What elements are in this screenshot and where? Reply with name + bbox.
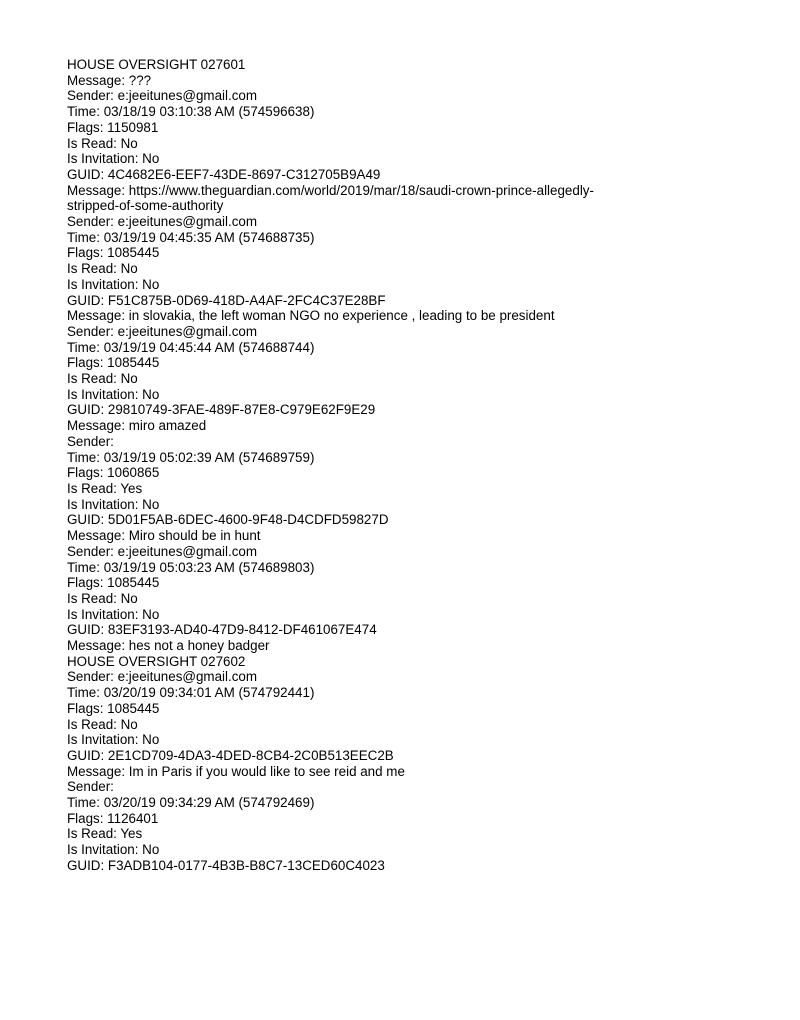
time-line: Time: 03/20/19 09:34:01 AM (574792441) xyxy=(67,685,315,701)
guid-line: GUID: 2E1CD709-4DA3-4DED-8CB4-2C0B513EEC2B xyxy=(67,747,394,763)
guid-line: GUID: F3ADB104-0177-4B3B-B8C7-13CED60C4023 xyxy=(67,857,385,873)
is-read-line: Is Read: No xyxy=(67,716,138,732)
sender-line: Sender: e:jeeitunes@gmail.com xyxy=(67,323,257,339)
time-line: Time: 03/18/19 03:10:38 AM (574596638) xyxy=(67,104,315,120)
is-invitation-line: Is Invitation: No xyxy=(67,842,160,858)
guid-line: GUID: 29810749-3FAE-489F-87E8-C979E62F9E29 xyxy=(67,402,376,418)
bates-stamp: HOUSE OVERSIGHT 027602 xyxy=(67,653,246,669)
is-invitation-line: Is Invitation: No xyxy=(67,732,160,748)
time-line: Time: 03/19/19 04:45:44 AM (574688744) xyxy=(67,339,315,355)
sender-line: Sender: e:jeeitunes@gmail.com xyxy=(67,669,257,685)
is-invitation-line: Is Invitation: No xyxy=(67,151,160,167)
sender-line: Sender: xyxy=(67,433,114,449)
flags-line: Flags: 1085445 xyxy=(67,245,160,261)
is-read-line: Is Read: No xyxy=(67,135,138,151)
is-read-line: Is Read: No xyxy=(67,371,138,387)
message-line: Message: in slovakia, the left woman NGO no experience , leading to be president xyxy=(67,308,555,324)
message-line-continued: stripped-of-some-authority xyxy=(67,198,224,214)
time-line: Time: 03/19/19 04:45:35 AM (574688735) xyxy=(67,229,315,245)
time-line: Time: 03/20/19 09:34:29 AM (574792469) xyxy=(67,795,315,811)
flags-line: Flags: 1150981 xyxy=(67,119,159,135)
message-line: Message: hes not a honey badger xyxy=(67,638,270,654)
message-line: Message: https://www.theguardian.com/world/2019/mar/18/saudi-crown-prince-allegedly- xyxy=(67,182,594,198)
guid-line: GUID: 5D01F5AB-6DEC-4600-9F48-D4CDFD59827D xyxy=(67,512,389,528)
is-invitation-line: Is Invitation: No xyxy=(67,386,160,402)
sender-line: Sender: e:jeeitunes@gmail.com xyxy=(67,88,257,104)
guid-line: GUID: 83EF3193-AD40-47D9-8412-DF461067E474 xyxy=(67,622,377,638)
sender-line: Sender: xyxy=(67,779,114,795)
flags-line: Flags: 1085445 xyxy=(67,355,160,371)
sender-line: Sender: e:jeeitunes@gmail.com xyxy=(67,214,257,230)
message-line: Message: Im in Paris if you would like to see reid and me xyxy=(67,763,405,779)
document-page xyxy=(67,57,767,874)
sender-line: Sender: e:jeeitunes@gmail.com xyxy=(67,543,257,559)
time-line: Time: 03/19/19 05:02:39 AM (574689759) xyxy=(67,449,315,465)
is-invitation-line: Is Invitation: No xyxy=(67,496,160,512)
is-read-line: Is Read: No xyxy=(67,261,138,277)
is-invitation-line: Is Invitation: No xyxy=(67,606,160,622)
flags-line: Flags: 1085445 xyxy=(67,700,160,716)
bates-stamp: HOUSE OVERSIGHT 027601 xyxy=(67,57,246,72)
is-read-line: Is Read: No xyxy=(67,590,138,606)
message-line: Message: ??? xyxy=(67,72,152,88)
flags-line: Flags: 1085445 xyxy=(67,575,160,591)
message-line: Message: miro amazed xyxy=(67,418,207,434)
is-read-line: Is Read: Yes xyxy=(67,826,143,842)
is-read-line: Is Read: Yes xyxy=(67,480,143,496)
message-line: Message: Miro should be in hunt xyxy=(67,528,261,544)
guid-line: GUID: F51C875B-0D69-418D-A4AF-2FC4C37E28BF xyxy=(67,292,386,308)
flags-line: Flags: 1126401 xyxy=(67,810,159,826)
flags-line: Flags: 1060865 xyxy=(67,465,160,481)
guid-line: GUID: 4C4682E6-EEF7-43DE-8697-C312705B9A49 xyxy=(67,166,381,182)
is-invitation-line: Is Invitation: No xyxy=(67,276,160,292)
time-line: Time: 03/19/19 05:03:23 AM (574689803) xyxy=(67,559,315,575)
